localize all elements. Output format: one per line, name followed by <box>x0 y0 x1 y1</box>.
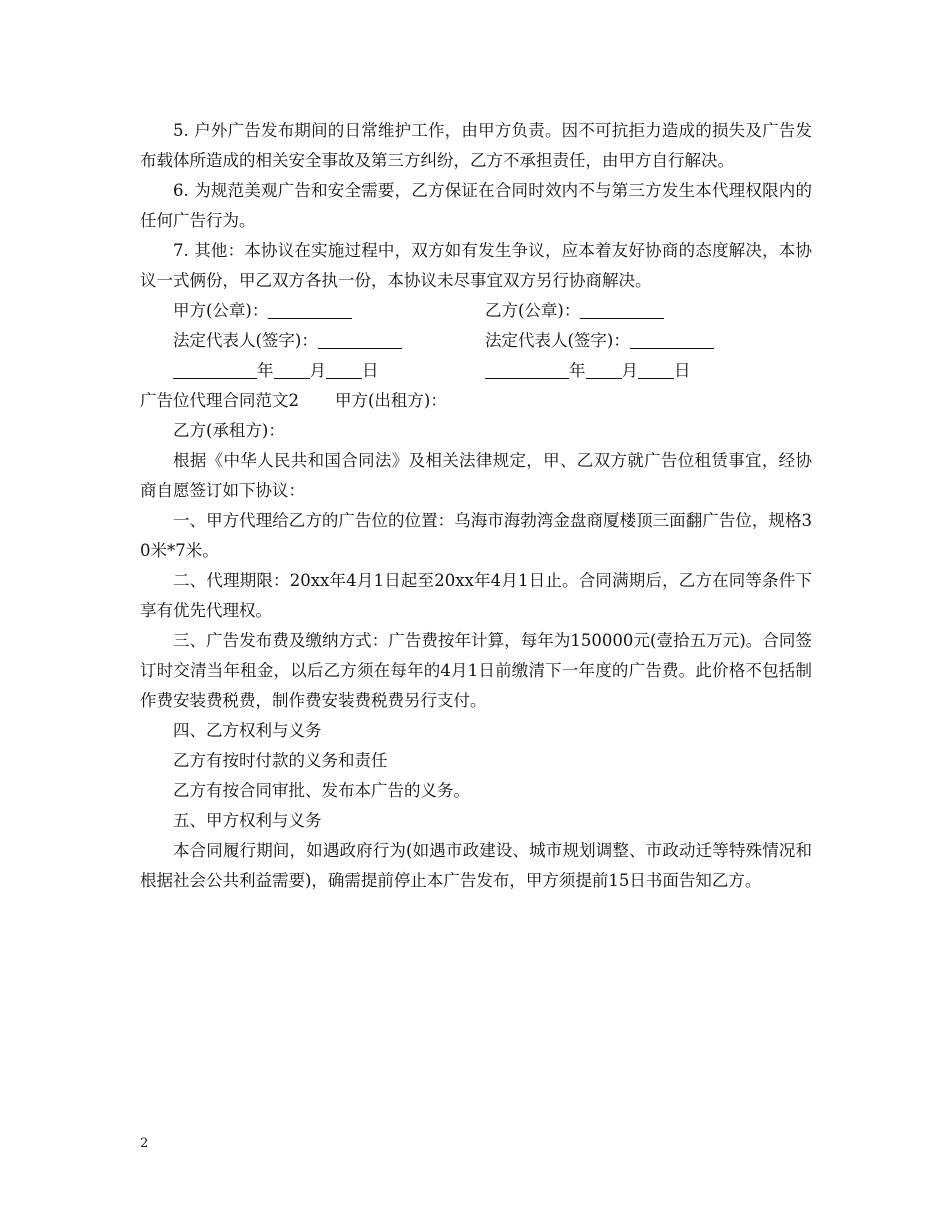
clause-7: 7. 其他：本协议在实施过程中，双方如有发生争议，应本着友好协商的态度解决，本协议一式俩份，甲乙双方各执一份，本协议未尽事宜双方另行协商解决。 <box>140 241 812 290</box>
party-a-seal <box>140 296 485 326</box>
contract2-lessor: 甲方(出租方)： <box>335 391 447 410</box>
contract2-title: 广告位代理合同范文2 <box>140 391 299 410</box>
party-a-month-blank <box>274 360 310 379</box>
clause-5: 5. 户外广告发布期间的日常维护工作，由甲方负责。因不可抗拒力造成的损失及广告发布载体所造成的相关安全事故及第三方纠纷，乙方不承担责任，由甲方自行解决。 <box>140 121 812 170</box>
party-b-rep-blank <box>630 330 714 349</box>
contract2-lessee: 乙方(承租方)： <box>173 421 285 440</box>
party-a-seal-blank <box>268 300 352 319</box>
signature-rep-row <box>140 326 812 356</box>
contract2-clause-3: 三、广告发布费及缴纳方式：广告费按年计算，每年为150000元(壹拾五万元)。合同签订时交清当年租金，以后乙方须在每年的4月1日前缴清下一年度的广告费。此价格不包括制作费安装费税费，制作费安装费税费另行支付。 <box>140 631 812 710</box>
party-a-rep-label: 法定代表人(签字)： <box>173 331 318 350</box>
party-a-day-label: 日 <box>362 361 379 380</box>
party-b-rep-label: 法定代表人(签字)： <box>485 331 630 350</box>
contract2-preamble: 根据《中华人民共和国合同法》及相关法律规定，甲、乙双方就广告位租赁事宜，经协商自愿签订如下协议： <box>140 451 812 500</box>
page-number: 2 <box>140 1136 149 1151</box>
signature-seal-row <box>140 296 812 326</box>
party-b-seal <box>485 296 812 326</box>
party-a-rep <box>140 326 485 356</box>
party-b-seal-label: 乙方(公章)： <box>485 301 581 320</box>
contract2-clause-4-item-1: 乙方有按时付款的义务和责任 <box>173 751 388 770</box>
contract2-clause-5-heading: 五、甲方权利与义务 <box>173 811 322 830</box>
party-a-month-label: 月 <box>309 361 326 380</box>
contract2-clause-5-item-1: 本合同履行期间，如遇政府行为(如遇市政建设、城市规划调整、市政动迁等特殊情况和根据社会公共利益需要)，确需提前停止本广告发布，甲方须提前15日书面告知乙方。 <box>140 841 812 890</box>
party-b-rep <box>485 326 812 356</box>
party-a-rep-blank <box>318 330 402 349</box>
party-a-day-blank <box>326 360 362 379</box>
party-b-month-blank <box>586 360 622 379</box>
party-a-date <box>140 356 485 386</box>
party-b-month-label: 月 <box>621 361 638 380</box>
clause-6: 6. 为规范美观广告和安全需要，乙方保证在合同时效内不与第三方发生本代理权限内的任何广告行为。 <box>140 181 812 230</box>
contract2-clause-4-item-2: 乙方有按合同审批、发布本广告的义务。 <box>173 781 470 800</box>
party-b-date <box>485 356 812 386</box>
contract2-clause-2: 二、代理期限：20xx年4月1日起至20xx年4月1日止。合同满期后，乙方在同等条件下享有优先代理权。 <box>140 571 812 620</box>
party-b-year-blank <box>485 360 569 379</box>
contract2-clause-4-heading: 四、乙方权利与义务 <box>173 721 322 740</box>
signature-date-row <box>140 356 812 386</box>
party-b-seal-blank <box>580 300 664 319</box>
document-body <box>140 116 812 896</box>
contract2-clause-1: 一、甲方代理给乙方的广告位的位置：乌海市海勃湾金盘商厦楼顶三面翻广告位，规格30米*7米。 <box>140 511 812 560</box>
party-b-year-label: 年 <box>569 361 586 380</box>
contract2-heading <box>140 386 812 416</box>
party-b-day-blank <box>638 360 674 379</box>
party-a-year-label: 年 <box>257 361 274 380</box>
party-b-day-label: 日 <box>674 361 691 380</box>
party-a-year-blank <box>173 360 257 379</box>
party-a-seal-label: 甲方(公章)： <box>173 301 269 320</box>
